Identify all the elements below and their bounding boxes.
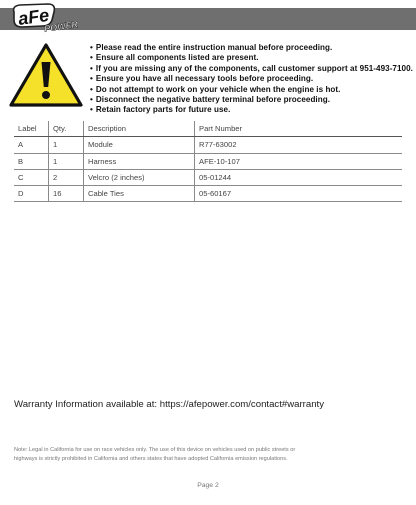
cell-description: Module: [84, 137, 195, 153]
cell-label: C: [14, 169, 49, 185]
header-part-number: Part Number: [195, 121, 403, 137]
notice-item: • Disconnect the negative battery terminal before proceeding.: [90, 95, 412, 105]
cell-description: Harness: [84, 153, 195, 169]
table-row: [14, 169, 402, 185]
cell-description: Velcro (2 inches): [84, 169, 195, 185]
warranty-info: Warranty Information available at: https://afepower.com/contact#warranty: [14, 399, 324, 410]
safety-notice-list: [90, 43, 412, 116]
cell-part-number: AFE-10-107: [195, 153, 403, 169]
header-qty: Qty.: [49, 121, 84, 137]
cell-label: D: [14, 186, 49, 202]
legal-note: Note: Legal in California for use on race vehicles only. The use of this device on vehicles used on public streets or highways is strictly prohibited in California and others states that have adopted California emission regulations.: [14, 447, 296, 462]
cell-label: B: [14, 153, 49, 169]
afe-power-logo: [8, 2, 84, 36]
warning-triangle-icon: [8, 42, 84, 108]
cell-qty: 16: [49, 186, 84, 202]
notice-item: • Ensure all components listed are present.: [90, 53, 412, 63]
cell-qty: 1: [49, 153, 84, 169]
table-row: [14, 153, 402, 169]
page-number: Page 2: [197, 482, 219, 489]
table-row: [14, 137, 402, 153]
cell-description: Cable Ties: [84, 186, 195, 202]
notice-item: • If you are missing any of the components, call customer support at 951-493-7100.: [90, 64, 412, 74]
logo-subtext: POWER: [43, 19, 79, 34]
header-description: Description: [84, 121, 195, 137]
table-header-row: [14, 121, 402, 137]
table-row: [14, 186, 402, 202]
notice-item: • Ensure you have all necessary tools before proceeding.: [90, 74, 412, 84]
cell-qty: 2: [49, 169, 84, 185]
cell-part-number: 05-60167: [195, 186, 403, 202]
cell-part-number: 05-01244: [195, 169, 403, 185]
notice-item: • Do not attempt to work on your vehicle when the engine is hot.: [90, 85, 412, 95]
cell-part-number: R77-63002: [195, 137, 403, 153]
cell-label: A: [14, 137, 49, 153]
header-label: Label: [14, 121, 49, 137]
logo-text: aFe: [16, 4, 51, 29]
cell-qty: 1: [49, 137, 84, 153]
notice-item: • Please read the entire instruction manual before proceeding.: [90, 43, 412, 53]
parts-table: [14, 121, 402, 202]
notice-item: • Retain factory parts for future use.: [90, 105, 412, 115]
